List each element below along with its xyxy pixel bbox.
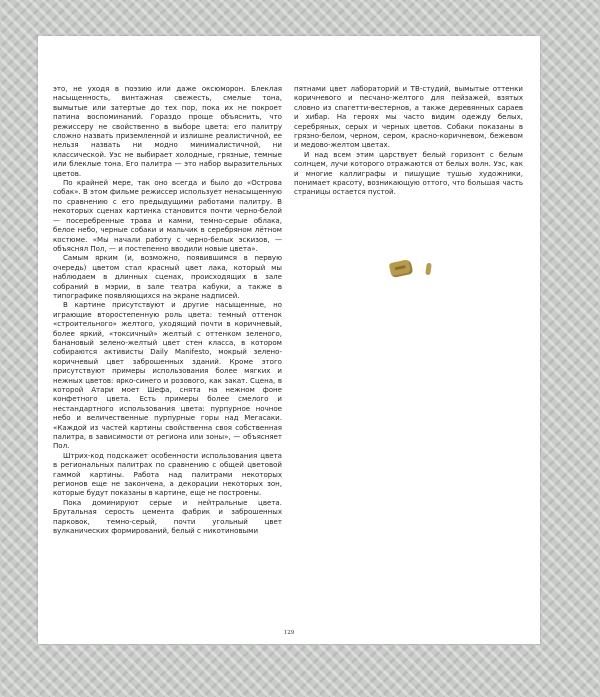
paragraph: пятнами цвет лабораторий и ТВ-студий, вымытые оттенки коричневого и песчано-желтого для пейзажей, взятых словно из спагетти-вестернов, а также деревянных сараев и хибар. На героях мы часто видим одежду белых, серебряных, серых и черных цветов. Собаки показаны в грязно-белом, черном, сером, красно-коричневом, бежевом и медово-желтом цветах. (294, 84, 523, 150)
paint-speck-illustration (425, 263, 432, 276)
paragraph: это, не уходя в поэзию или даже оксюморон. Блеклая насыщенность, винтажная свежесть, смелые тона, вымытые или затертые до тех пор, пока их не покроет патина воспоминаний. Гораздо проще объяснить, что режиссеру не свойственно в выборе цвета: его палитру сложно назвать приземленной и излишне реалистичной, ее нельзя назвать ни модно минималистичной, ни классической. Уэс не выбирает холодные, грязные, темные или блеклые тона. Его палитра — это набор выразительных цветов. (53, 84, 282, 178)
paragraph: В картине присутствуют и другие насыщенные, но играющие второстепенную роль цвета: темный оттенок «строительного» желтого, уходящий почти в коричневый, более яркий, «токсичный» желтый с оттенком зеленого, банановый зелено-желтый цвет стен класса, в котором собираются активисты Daily Manifesto, мокрый зелено-коричневый цвет заброшенных зданий. Кроме этого присутствуют примеры использования более мягких и нежных цветов: ярко-синего и розового, как закат. Сцена, в которой Атари моет Шефа, снята на нежном фоне конфетного цвета. Есть примеры более смелого и нестандартного использования цвета: пурпурное ночное небо и величественные пурпурные горы над Мегасаки. «Каждой из частей картины свойственна своя собственная палитра, в зависимости от региона или зоны», — объясняет Пол. (53, 300, 282, 451)
paragraph: По крайней мере, так оно всегда и было до «Острова собак». В этом фильме режиссер использует ненасыщенную по сравнению с его предыдущими работами палитру. В некоторых сценах картинка становится почти черно-белой — посеребренные трава и камни, темно-серые облака, белое небо, черные собаки и мальчик в серебряном лётном костюме. «Мы начали работу с черно-белых эскизов, — объяснял Пол, — и постепенно вводили новые цвета». (53, 178, 282, 253)
paragraph: Штрих-код подскажет особенности использования цвета в региональных палитрах по сравнению с общей цветовой гаммой картины. Работа над палитрами некоторых регионов еще не закончена, а декорации некоторых зон, которые будут показаны в картине, еще не построены. (53, 450, 282, 498)
book-page (38, 36, 540, 644)
text-column-right (294, 84, 523, 197)
paragraph: И над всем этим царствует белый горизонт с белым солнцем, лучи которого отражаются от белых волн. Уэс, как и многие каллиграфы и пишущие тушью художники, понимает красоту, возникающую оттого, что большая часть страницы остается пустой. (294, 149, 523, 197)
page-number: 129 (283, 630, 295, 636)
paragraph: Самым ярким (и, возможно, появившимся в первую очередь) цветом стал красный цвет лака, который мы наблюдаем в длинных сценах, происходящих в зале собраний в мэрии, в зале театра кабуки, а также в типографике появляющихся на экране надписей. (53, 253, 282, 300)
paragraph: Пока доминируют серые и нейтральные цвета. Брутальная серость цемента фабрик и заброшенных парковок, темно-серый, почти угольный цвет вулканических формирований, белый с никотиновыми (53, 497, 282, 536)
text-column-left (53, 84, 282, 536)
tape-fragment-illustration (389, 259, 414, 278)
